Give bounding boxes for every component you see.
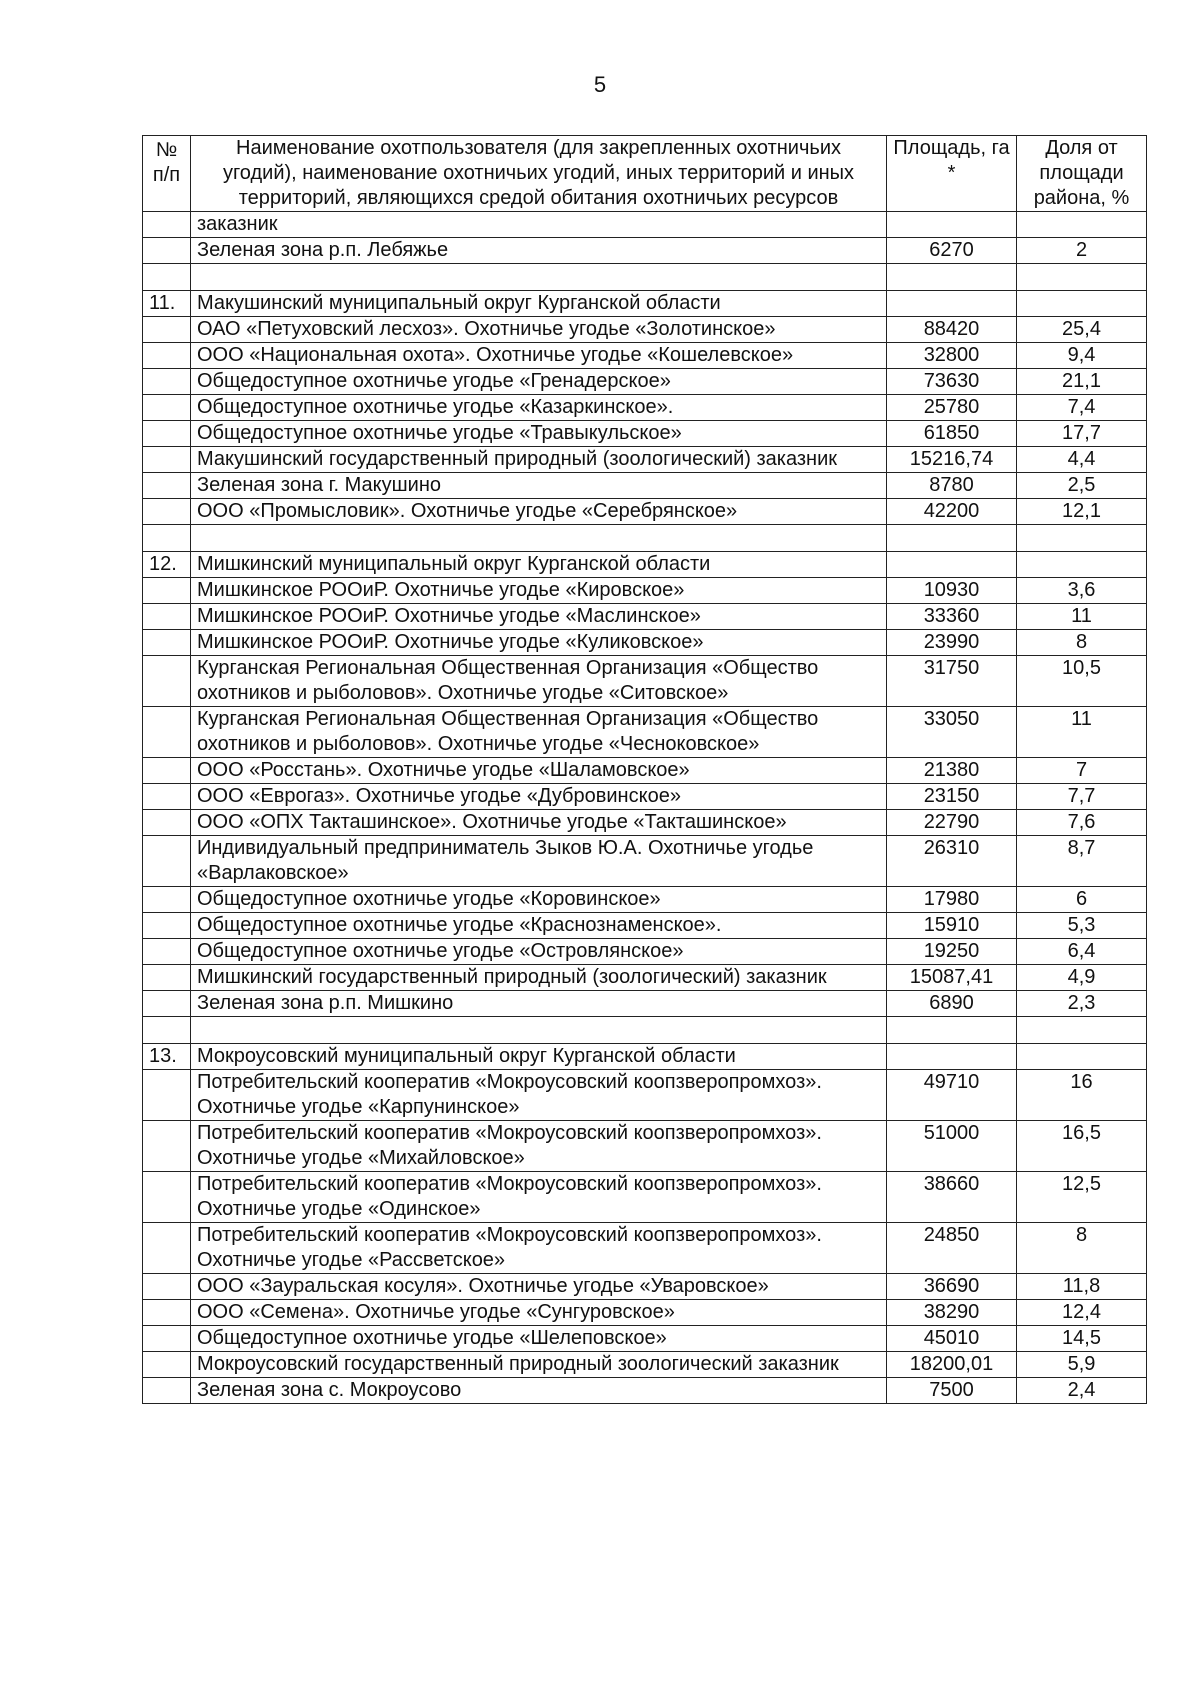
cell-no [143, 1274, 191, 1300]
cell-no: 13. [143, 1044, 191, 1070]
header-area: Площадь, га * [887, 136, 1017, 212]
cell-name: Индивидуальный предприниматель Зыков Ю.А. Охотничье угодье «Варлаковское» [191, 836, 887, 887]
cell-area: 6270 [887, 238, 1017, 264]
cell-no [143, 473, 191, 499]
cell-no [143, 939, 191, 965]
cell-name: Макушинский государственный природный (зоологический) заказник [191, 447, 887, 473]
spacer-cell [887, 525, 1017, 552]
cell-share: 25,4 [1017, 317, 1147, 343]
cell-share: 8,7 [1017, 836, 1147, 887]
cell-name: Общедоступное охотничье угодье «Травыкульское» [191, 421, 887, 447]
cell-share: 3,6 [1017, 578, 1147, 604]
spacer-cell [887, 1017, 1017, 1044]
cell-area: 6890 [887, 991, 1017, 1017]
cell-area: 61850 [887, 421, 1017, 447]
cell-share: 8 [1017, 1223, 1147, 1274]
cell-area: 10930 [887, 578, 1017, 604]
cell-share: 6 [1017, 887, 1147, 913]
cell-no [143, 1121, 191, 1172]
cell-no [143, 1378, 191, 1404]
cell-name: Мокроусовский муниципальный округ Курганской области [191, 1044, 887, 1070]
cell-name: Общедоступное охотничье угодье «Островлянское» [191, 939, 887, 965]
cell-share: 11 [1017, 707, 1147, 758]
cell-share: 2 [1017, 238, 1147, 264]
cell-area: 38290 [887, 1300, 1017, 1326]
cell-area: 17980 [887, 887, 1017, 913]
table-body [143, 212, 1147, 1404]
table-row [143, 991, 1147, 1017]
cell-no [143, 447, 191, 473]
cell-no [143, 1352, 191, 1378]
cell-name: Общедоступное охотничье угодье «Гренадерское» [191, 369, 887, 395]
cell-area: 19250 [887, 939, 1017, 965]
cell-area: 26310 [887, 836, 1017, 887]
cell-no: 11. [143, 291, 191, 317]
cell-share: 11 [1017, 604, 1147, 630]
cell-share: 12,4 [1017, 1300, 1147, 1326]
table-row [143, 447, 1147, 473]
cell-no [143, 836, 191, 887]
table-row [143, 836, 1147, 887]
header-no: № п/п [143, 136, 191, 212]
spacer-cell [143, 525, 191, 552]
cell-name: Общедоступное охотничье угодье «Шелеповское» [191, 1326, 887, 1352]
section-row [143, 552, 1147, 578]
cell-share: 4,9 [1017, 965, 1147, 991]
cell-no [143, 1326, 191, 1352]
table-row [143, 656, 1147, 707]
cell-share [1017, 212, 1147, 238]
section-row [143, 291, 1147, 317]
cell-area: 88420 [887, 317, 1017, 343]
spacer-cell [191, 1017, 887, 1044]
cell-share [1017, 291, 1147, 317]
cell-name: Общедоступное охотничье угодье «Краснознаменское». [191, 913, 887, 939]
spacer-cell [887, 264, 1017, 291]
cell-share: 16,5 [1017, 1121, 1147, 1172]
cell-area: 15216,74 [887, 447, 1017, 473]
table-row [143, 343, 1147, 369]
cell-name: Мишкинское РООиР. Охотничье угодье «Куликовское» [191, 630, 887, 656]
cell-no [143, 238, 191, 264]
cell-no [143, 784, 191, 810]
cell-no [143, 395, 191, 421]
cell-share: 21,1 [1017, 369, 1147, 395]
spacer-cell [143, 264, 191, 291]
cell-share: 9,4 [1017, 343, 1147, 369]
cell-area: 31750 [887, 656, 1017, 707]
table-row [143, 810, 1147, 836]
page-number: 5 [593, 72, 607, 97]
cell-area [887, 552, 1017, 578]
cell-area [887, 1044, 1017, 1070]
header-share: Доля от площади района, % [1017, 136, 1147, 212]
cell-name: ООО «Промысловик». Охотничье угодье «Серебрянское» [191, 499, 887, 525]
cell-name: ООО «Семена». Охотничье угодье «Сунгуровское» [191, 1300, 887, 1326]
cell-name: Общедоступное охотничье угодье «Казаркинское». [191, 395, 887, 421]
cell-name: Мишкинский государственный природный (зоологический) заказник [191, 965, 887, 991]
table-row [143, 395, 1147, 421]
cell-no [143, 421, 191, 447]
spacer-cell [191, 525, 887, 552]
cell-share: 12,5 [1017, 1172, 1147, 1223]
table-row [143, 473, 1147, 499]
cell-no [143, 343, 191, 369]
spacer-row [143, 1017, 1147, 1044]
cell-share: 5,9 [1017, 1352, 1147, 1378]
cell-area: 49710 [887, 1070, 1017, 1121]
cell-name: ООО «Национальная охота». Охотничье угодье «Кошелевское» [191, 343, 887, 369]
cell-area: 25780 [887, 395, 1017, 421]
cell-no [143, 913, 191, 939]
cell-no [143, 656, 191, 707]
cell-area: 38660 [887, 1172, 1017, 1223]
table-row [143, 317, 1147, 343]
header-name: Наименование охотпользователя (для закрепленных охотничьих угодий), наименование охотничьих угодий, иных территорий и иных территорий, являющихся средой обитания охотничьих ресурсов [191, 136, 887, 212]
cell-no [143, 1070, 191, 1121]
spacer-cell [1017, 1017, 1147, 1044]
table-row [143, 499, 1147, 525]
cell-no [143, 887, 191, 913]
cell-no [143, 965, 191, 991]
table-row [143, 1378, 1147, 1404]
cell-area: 7500 [887, 1378, 1017, 1404]
cell-area: 32800 [887, 343, 1017, 369]
cell-share: 7,6 [1017, 810, 1147, 836]
cell-share: 12,1 [1017, 499, 1147, 525]
spacer-cell [143, 1017, 191, 1044]
cell-share: 2,4 [1017, 1378, 1147, 1404]
cell-name: Мишкинский муниципальный округ Курганской области [191, 552, 887, 578]
cell-no [143, 1172, 191, 1223]
cell-no [143, 1300, 191, 1326]
cell-name: Потребительский кооператив «Мокроусовский коопзверопромхоз». Охотничье угодье «Рассветское» [191, 1223, 887, 1274]
cell-name: Зеленая зона р.п. Мишкино [191, 991, 887, 1017]
table-row [143, 604, 1147, 630]
cell-name: Зеленая зона р.п. Лебяжье [191, 238, 887, 264]
cell-no [143, 810, 191, 836]
cell-name: Мишкинское РООиР. Охотничье угодье «Кировское» [191, 578, 887, 604]
cell-no [143, 991, 191, 1017]
cell-area: 73630 [887, 369, 1017, 395]
table-row [143, 1274, 1147, 1300]
cell-name: Макушинский муниципальный округ Курганской области [191, 291, 887, 317]
cell-share: 7 [1017, 758, 1147, 784]
table-row [143, 784, 1147, 810]
cell-name: Курганская Региональная Общественная Организация «Общество охотников и рыболовов». Охотничье угодье «Чесноковское» [191, 707, 887, 758]
cell-share: 14,5 [1017, 1326, 1147, 1352]
cell-share: 2,3 [1017, 991, 1147, 1017]
cell-share: 11,8 [1017, 1274, 1147, 1300]
cell-share: 17,7 [1017, 421, 1147, 447]
cell-no [143, 578, 191, 604]
cell-name: ОАО «Петуховский лесхоз». Охотничье угодье «Золотинское» [191, 317, 887, 343]
cell-share: 4,4 [1017, 447, 1147, 473]
cell-area: 51000 [887, 1121, 1017, 1172]
cell-name: заказник [191, 212, 887, 238]
spacer-row [143, 525, 1147, 552]
cell-share [1017, 1044, 1147, 1070]
table-row [143, 238, 1147, 264]
cell-no [143, 1223, 191, 1274]
cell-no [143, 369, 191, 395]
cell-area [887, 212, 1017, 238]
cell-area: 36690 [887, 1274, 1017, 1300]
cell-area: 23150 [887, 784, 1017, 810]
cell-area: 18200,01 [887, 1352, 1017, 1378]
cell-share: 10,5 [1017, 656, 1147, 707]
table-row [143, 1070, 1147, 1121]
cell-name: Зеленая зона с. Мокроусово [191, 1378, 887, 1404]
cell-share: 7,7 [1017, 784, 1147, 810]
table-row [143, 630, 1147, 656]
table-row [143, 965, 1147, 991]
cell-share: 8 [1017, 630, 1147, 656]
cell-no: 12. [143, 552, 191, 578]
table-row [143, 758, 1147, 784]
cell-share: 5,3 [1017, 913, 1147, 939]
cell-name: Курганская Региональная Общественная Организация «Общество охотников и рыболовов». Охотничье угодье «Ситовское» [191, 656, 887, 707]
cell-area [887, 291, 1017, 317]
cell-no [143, 317, 191, 343]
table-row [143, 1223, 1147, 1274]
cell-area: 22790 [887, 810, 1017, 836]
table-row [143, 939, 1147, 965]
spacer-cell [191, 264, 887, 291]
cell-area: 8780 [887, 473, 1017, 499]
table-row [143, 1121, 1147, 1172]
table-row [143, 369, 1147, 395]
spacer-cell [1017, 525, 1147, 552]
cell-name: Общедоступное охотничье угодье «Коровинское» [191, 887, 887, 913]
cell-name: ООО «ОПХ Такташинское». Охотничье угодье «Такташинское» [191, 810, 887, 836]
cell-name: ООО «Зауральская косуля». Охотничье угодье «Уваровское» [191, 1274, 887, 1300]
table-header-row [143, 136, 1147, 212]
cell-area: 33050 [887, 707, 1017, 758]
cell-name: Мокроусовский государственный природный зоологический заказник [191, 1352, 887, 1378]
cell-no [143, 707, 191, 758]
cell-name: Зеленая зона г. Макушино [191, 473, 887, 499]
cell-name: Потребительский кооператив «Мокроусовский коопзверопромхоз». Охотничье угодье «Карпунинское» [191, 1070, 887, 1121]
table-row [143, 1352, 1147, 1378]
cell-area: 23990 [887, 630, 1017, 656]
table-row [143, 578, 1147, 604]
cell-area: 24850 [887, 1223, 1017, 1274]
cell-share: 2,5 [1017, 473, 1147, 499]
cell-name: Мишкинское РООиР. Охотничье угодье «Маслинское» [191, 604, 887, 630]
cell-no [143, 499, 191, 525]
table-row [143, 1300, 1147, 1326]
cell-no [143, 758, 191, 784]
cell-name: Потребительский кооператив «Мокроусовский коопзверопромхоз». Охотничье угодье «Михайловское» [191, 1121, 887, 1172]
cell-area: 42200 [887, 499, 1017, 525]
cell-area: 21380 [887, 758, 1017, 784]
table-row [143, 1326, 1147, 1352]
cell-no [143, 212, 191, 238]
spacer-row [143, 264, 1147, 291]
table-row [143, 913, 1147, 939]
cell-name: ООО «Росстань». Охотничье угодье «Шаламовское» [191, 758, 887, 784]
spacer-cell [1017, 264, 1147, 291]
table-row [143, 212, 1147, 238]
cell-share [1017, 552, 1147, 578]
table-row [143, 887, 1147, 913]
cell-area: 45010 [887, 1326, 1017, 1352]
cell-name: Потребительский кооператив «Мокроусовский коопзверопромхоз». Охотничье угодье «Одинское» [191, 1172, 887, 1223]
table-row [143, 421, 1147, 447]
cell-area: 15910 [887, 913, 1017, 939]
cell-no [143, 604, 191, 630]
cell-share: 7,4 [1017, 395, 1147, 421]
cell-area: 15087,41 [887, 965, 1017, 991]
cell-share: 16 [1017, 1070, 1147, 1121]
cell-area: 33360 [887, 604, 1017, 630]
cell-no [143, 630, 191, 656]
table-row [143, 1172, 1147, 1223]
cell-share: 6,4 [1017, 939, 1147, 965]
cell-name: ООО «Еврогаз». Охотничье угодье «Дубровинское» [191, 784, 887, 810]
hunting-grounds-table [142, 135, 1147, 1404]
section-row [143, 1044, 1147, 1070]
table-row [143, 707, 1147, 758]
